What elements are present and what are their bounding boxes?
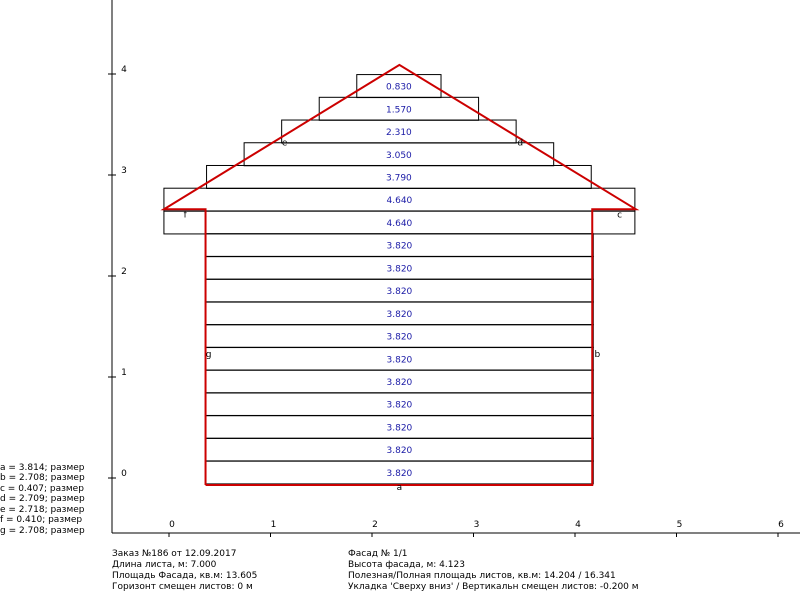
y-tick-label: 4: [121, 65, 127, 75]
order-info: Заказ №186 от 12.09.2017: [112, 549, 237, 559]
legend-line-d: d = 2.709; размер: [0, 494, 85, 504]
x-tick-label: 0: [169, 520, 175, 530]
sheet-length-label: 3.820: [386, 446, 413, 457]
facade-number-info: Фасад № 1/1: [348, 549, 408, 559]
legend-line-e: e = 2.718; размер: [0, 505, 85, 515]
y-tick-label: 1: [121, 368, 127, 378]
sheet-length-label: 3.820: [386, 400, 413, 411]
sheet-length-label: 3.820: [386, 423, 413, 434]
sheet-length-label: 4.640: [386, 196, 413, 207]
x-tick-label: 4: [575, 520, 581, 530]
sheet-length-label: 3.820: [386, 264, 413, 275]
sheet-length-label: 3.820: [386, 241, 413, 252]
x-tick-label: 5: [676, 520, 683, 530]
sheet-length-label: 3.820: [386, 332, 413, 343]
vertex-label-e: e: [281, 138, 288, 149]
sheet-area-info: Полезная/Полная площадь листов, кв.м: 14.204 / 16.341: [348, 571, 616, 581]
sheet-length-label: 3.820: [386, 468, 413, 479]
sheet-length-label: 2.310: [386, 128, 412, 139]
vertex-label-c: c: [617, 210, 623, 221]
facade-area-info: Площадь Фасада, кв.м: 13.605: [112, 571, 258, 581]
y-tick-label: 2: [121, 267, 127, 277]
sheets-layer: [164, 75, 635, 484]
x-tick-label: 1: [270, 520, 277, 530]
x-tick-label: 2: [372, 520, 378, 530]
x-tick-label: 6: [778, 520, 784, 530]
legend-line-b: b = 2.708; размер: [0, 473, 85, 483]
vertex-label-g: g: [205, 349, 212, 360]
sheet-length-label: 1.570: [386, 105, 412, 116]
sheet-length-label: 3.050: [386, 150, 412, 161]
sheet-length-info: Длина листа, м: 7.000: [112, 560, 217, 570]
sheet-length-label: 3.820: [386, 378, 413, 389]
laying-info: Укладка 'Сверху вниз' / Вертикальн смещен листов: -0.200 м: [348, 582, 639, 592]
sheet-length-label: 3.820: [386, 287, 413, 298]
legend-line-g: g = 2.708; размер: [0, 526, 85, 536]
y-tick-label: 0: [121, 469, 127, 479]
facade-height-info: Высота фасада, м: 4.123: [348, 560, 465, 570]
legend-line-f: f = 0.410; размер: [0, 515, 83, 525]
sheet-length-label: 0.830: [386, 82, 412, 93]
sheet-length-label: 4.640: [386, 218, 413, 229]
vertex-label-f: f: [183, 210, 187, 221]
legend-line-c: c = 0.407; размер: [0, 484, 84, 494]
y-tick-label: 3: [121, 166, 127, 176]
axes: [108, 0, 800, 537]
horizontal-offset-info: Горизонт смещен листов: 0 м: [112, 582, 253, 592]
x-tick-label: 3: [473, 520, 480, 530]
vertex-label-b: b: [594, 349, 601, 360]
vertex-label-d: d: [517, 138, 524, 149]
sheet-length-label: 3.820: [386, 309, 413, 320]
vertex-label-a: a: [396, 483, 403, 494]
sheet-length-label: 3.820: [386, 355, 413, 366]
legend-line-a: a = 3.814; размер: [0, 463, 85, 473]
sheet-length-label: 3.790: [386, 173, 412, 184]
